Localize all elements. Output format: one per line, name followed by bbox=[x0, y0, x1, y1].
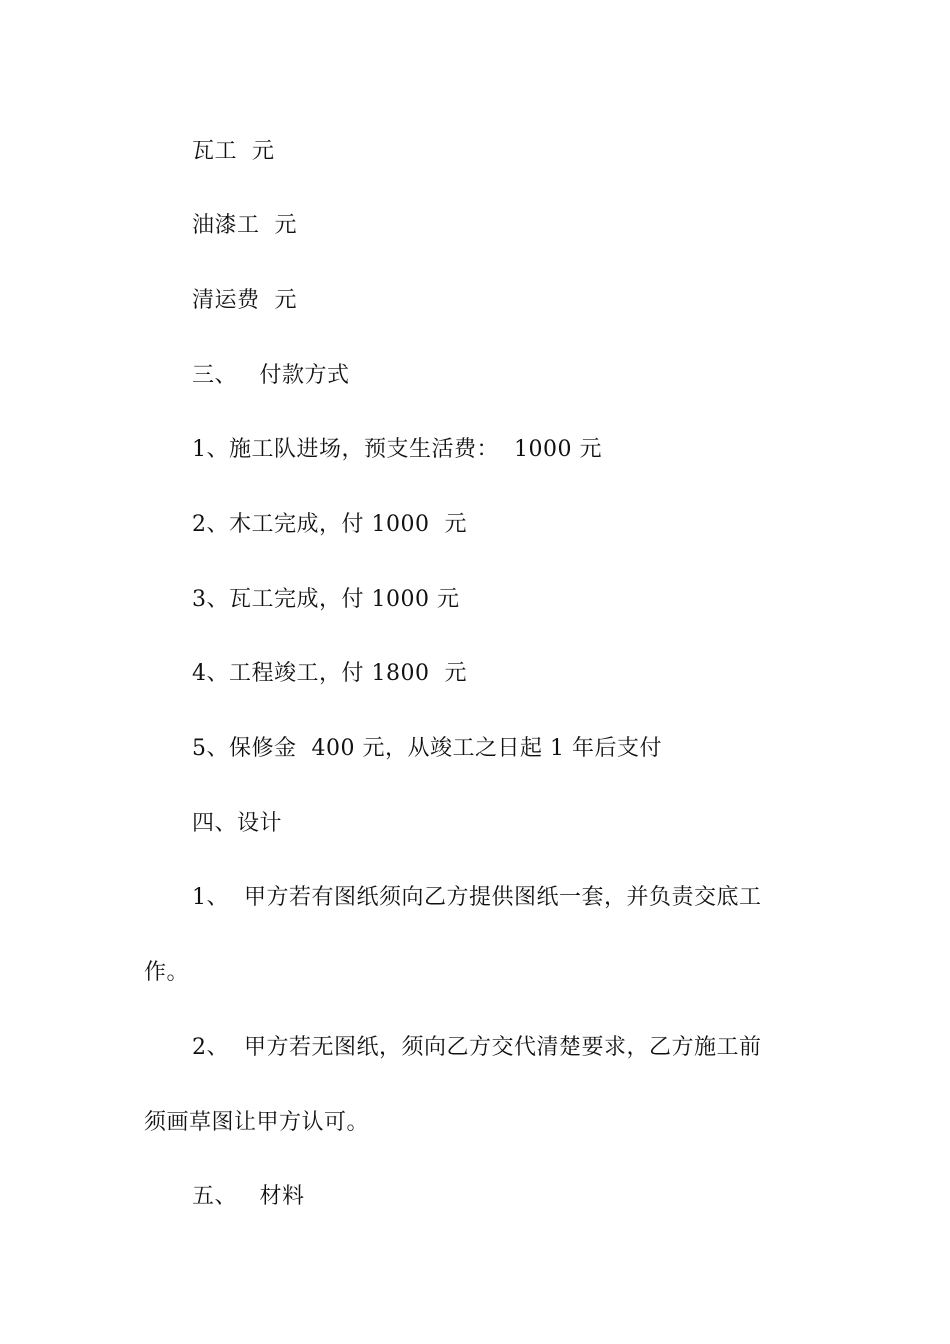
line-tile-work: 瓦工 元 bbox=[192, 139, 275, 164]
line-cleanup-fee: 清运费 元 bbox=[192, 288, 297, 313]
section-heading-payment: 三、 付款方式 bbox=[192, 363, 350, 388]
payment-item-1: 1、施工队进场，预支生活费： 1000 元 bbox=[192, 437, 602, 462]
design-item-1-line-1: 1、 甲方若有图纸须向乙方提供图纸一套，并负责交底工 bbox=[192, 885, 762, 910]
payment-item-5: 5、保修金 400 元，从竣工之日起 1 年后支付 bbox=[192, 736, 662, 761]
design-item-1-line-2: 作。 bbox=[144, 960, 190, 985]
design-item-2-line-2: 须画草图让甲方认可。 bbox=[144, 1110, 370, 1135]
payment-item-2: 2、木工完成，付 1000 元 bbox=[192, 512, 467, 537]
section-heading-design: 四、设计 bbox=[192, 811, 283, 836]
payment-item-3: 3、瓦工完成，付 1000 元 bbox=[192, 587, 460, 612]
section-heading-materials: 五、 材料 bbox=[192, 1184, 305, 1209]
line-paint-work: 油漆工 元 bbox=[192, 213, 297, 238]
design-item-2-line-1: 2、 甲方若无图纸，须向乙方交代清楚要求，乙方施工前 bbox=[192, 1035, 762, 1060]
payment-item-4: 4、工程竣工，付 1800 元 bbox=[192, 661, 467, 686]
